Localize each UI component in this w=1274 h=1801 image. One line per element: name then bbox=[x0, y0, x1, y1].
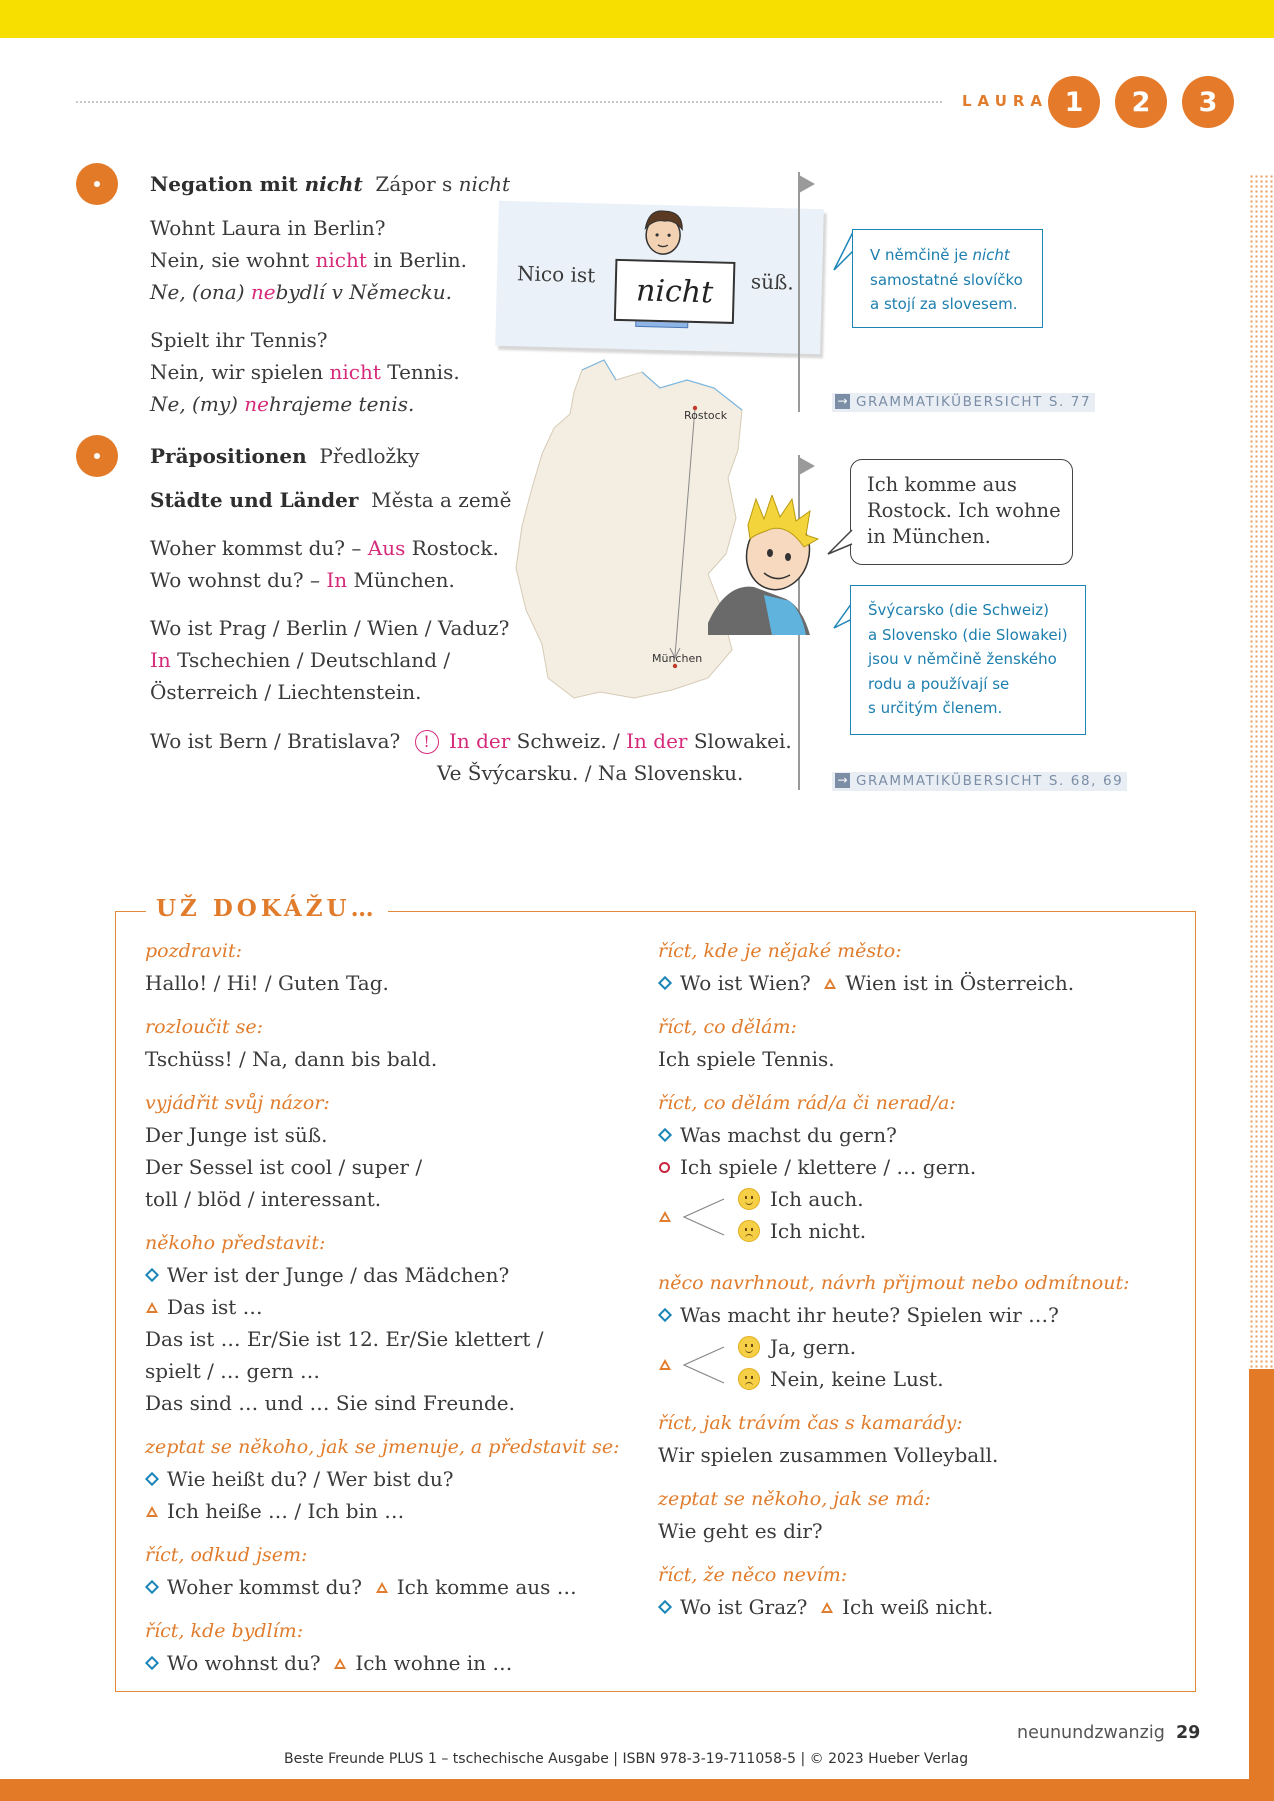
countries-examples: Wo ist Prag / Berlin / Wien / Vaduz? In Tschechien / Deutschland / Österreich / Liechtenstein. bbox=[150, 616, 510, 704]
label-greet: pozdravit: bbox=[145, 940, 243, 962]
sad-face-icon bbox=[738, 1220, 760, 1242]
cities-countries-subheading: Städte und Länder Města a země bbox=[150, 488, 512, 512]
bern-bratislava-line: Wo ist Bern / Bratislava? ! In der Schweiz. / In der Slowakei. bbox=[150, 729, 792, 753]
summary-right-column: říct, kde je nějaké město: Wo ist Wien? Wien ist in Österreich. říct, co dělám: Ich spiele Tennis. říct, co dělám rád/a či nerad/a: Was machst du gern? Ich spiele / klettere / … gern. Ich auch. Ich nicht. něco navrhnout, návrh přijmout nebo odmítnout: Was macht ihr heute? Spielen wir …? Ja, gern. Nein, keine Lust. říct, jak trávím čas s kamarády: Wir spielen zusammen Volleyball. zeptat se někoho, jak se má: Wie geht es dir? říct, že něco nevím: Wo ist Graz? Ich weiß nicht. bbox=[658, 935, 1129, 1623]
question-diamond-icon bbox=[145, 1268, 159, 1282]
label-friends: říct, jak trávím čas s kamarády: bbox=[658, 1412, 963, 1434]
note-schweiz-slowakei: Švýcarsko (die Schweiz) a Slovensko (die Slowakei) jsou v němčině ženského rodu a používají se s určitým členem. bbox=[850, 585, 1086, 735]
prepositions-examples: Woher kommst du? – Aus Rostock. Wo wohnst du? – In München. bbox=[150, 536, 499, 592]
label-suggest: něco navrhnout, návrh přijmout nebo odmítnout: bbox=[658, 1272, 1130, 1294]
answer-triangle-icon bbox=[146, 1302, 158, 1313]
note1-pointer bbox=[832, 226, 854, 272]
label-dunno: říct, že něco nevím: bbox=[658, 1564, 848, 1586]
unit-label: LAURA bbox=[962, 92, 1049, 110]
label-introduce: někoho představit: bbox=[145, 1232, 326, 1254]
label-how: zeptat se někoho, jak se má: bbox=[658, 1488, 931, 1510]
label-opinion: vyjádřit svůj názor: bbox=[145, 1092, 330, 1114]
answer-triangle-icon bbox=[659, 1359, 671, 1370]
answer-triangle-icon bbox=[146, 1506, 158, 1517]
margin-flag-1 bbox=[799, 175, 815, 193]
lesson-3-badge: 3 bbox=[1182, 76, 1234, 128]
answer-triangle-icon bbox=[824, 978, 836, 989]
label-name: zeptat se někoho, jak se jmenuje, a představit se: bbox=[145, 1436, 620, 1458]
note-nicht-explanation: V němčině je nicht samostatné slovíčko a stojí za slovesem. bbox=[852, 229, 1043, 328]
label-from: říct, odkud jsem: bbox=[145, 1544, 308, 1566]
negation-example-1: Wohnt Laura in Berlin? Nein, sie wohnt nicht in Berlin. Ne, (ona) nebydlí v Německu. bbox=[150, 216, 468, 304]
bottom-color-bar bbox=[0, 1779, 1250, 1801]
question-diamond-icon bbox=[145, 1656, 159, 1670]
map-label-muenchen: München bbox=[652, 652, 703, 665]
blond-boy-illustration bbox=[706, 495, 828, 635]
question-diamond-icon bbox=[658, 976, 672, 990]
nico-card-left-text: Nico ist bbox=[516, 261, 596, 288]
label-city: říct, kde je nějaké město: bbox=[658, 940, 902, 962]
lesson-2-badge: 2 bbox=[1115, 76, 1167, 128]
answer-triangle-icon bbox=[334, 1658, 346, 1669]
side-dot-strip bbox=[1249, 174, 1274, 1369]
label-like: říct, co dělám rád/a či nerad/a: bbox=[658, 1092, 956, 1114]
publisher-credit: Beste Freunde PLUS 1 – tschechische Ausgabe | ISBN 978-3-19-711058-5 | © 2023 Hueber Verlag bbox=[284, 1751, 969, 1767]
branch-icon bbox=[682, 1197, 726, 1237]
negation-example-2: Spielt ihr Tennis? Nein, wir spielen nicht Tennis. Ne, (my) nehrajeme tenis. bbox=[150, 328, 460, 416]
answer-triangle-icon bbox=[376, 1582, 388, 1593]
warning-icon: ! bbox=[415, 730, 439, 754]
prepositions-heading: Präpositionen Předložky bbox=[150, 444, 420, 468]
section-bullet-negation bbox=[76, 163, 118, 205]
grammar-reference-link-2[interactable]: → GRAMMATIKÜBERSICHT S. 68, 69 bbox=[832, 772, 1127, 791]
answer-triangle-icon bbox=[659, 1211, 671, 1222]
sad-face-icon bbox=[738, 1368, 760, 1390]
summary-left-column: pozdravit: Hallo! / Hi! / Guten Tag. rozloučit se: Tschüss! / Na, dann bis bald. vyjádřit svůj názor: Der Junge ist süß. Der Sessel ist cool / super / toll / blöd / interessant. někoho představit: Wer ist der Junge / das Mädchen? Das ist … Das ist … Er/Sie ist 12. Er/Sie klettert / spielt / … gern … Das sind … und … Sie sind Freunde. zeptat se někoho, jak se jmenuje, a představit se: Wie heißt du? / Wer bist du? Ich heiße … / Ich bin … říct, odkud jsem: Woher kommst du? Ich komme aus … říct, kde bydlím: Wo wohnst du? Ich wohne in … bbox=[145, 935, 620, 1679]
question-diamond-icon bbox=[145, 1472, 159, 1486]
label-do: říct, co dělám: bbox=[658, 1016, 797, 1038]
nico-card-right-text: süß. bbox=[750, 269, 795, 295]
header-dotted-rule bbox=[76, 101, 942, 103]
margin-rule-1 bbox=[798, 172, 800, 412]
branch-icon bbox=[682, 1345, 726, 1385]
summary-title: UŽ DOKÁŽU… bbox=[146, 895, 388, 922]
speech-bubble-tail bbox=[826, 528, 854, 556]
question-diamond-icon bbox=[145, 1580, 159, 1594]
speech-bubble: Ich komme aus Rostock. Ich wohne in München. bbox=[850, 459, 1073, 565]
label-bye: rozloučit se: bbox=[145, 1016, 264, 1038]
question-diamond-icon bbox=[658, 1128, 672, 1142]
happy-face-icon bbox=[738, 1188, 760, 1210]
suggest-reactions: Ja, gern. Nein, keine Lust. bbox=[658, 1331, 1129, 1395]
bern-bratislava-translation: Ve Švýcarsku. / Na Slovensku. bbox=[437, 761, 744, 785]
lesson-1-badge: 1 bbox=[1048, 76, 1100, 128]
margin-flag-2 bbox=[799, 457, 815, 475]
statement-circle-icon bbox=[659, 1162, 670, 1173]
nicht-sign: nicht bbox=[614, 259, 736, 324]
label-live: říct, kde bydlím: bbox=[145, 1620, 304, 1642]
question-diamond-icon bbox=[658, 1308, 672, 1322]
nico-illustration-card bbox=[495, 201, 824, 354]
question-diamond-icon bbox=[658, 1600, 672, 1614]
answer-triangle-icon bbox=[821, 1602, 833, 1613]
grammar-reference-link-1[interactable]: → GRAMMATIKÜBERSICHT S. 77 bbox=[832, 393, 1095, 412]
top-color-bar bbox=[0, 0, 1274, 38]
section-bullet-prepositions bbox=[76, 435, 118, 477]
negation-heading: Negation mit nicht Zápor s nicht bbox=[150, 172, 511, 196]
map-label-rostock: Rostock bbox=[684, 409, 728, 422]
page-number: neunundzwanzig 29 bbox=[1017, 1723, 1201, 1743]
side-orange-strip bbox=[1249, 1369, 1274, 1801]
like-reactions: Ich auch. Ich nicht. bbox=[658, 1183, 1129, 1247]
happy-face-icon bbox=[738, 1336, 760, 1358]
